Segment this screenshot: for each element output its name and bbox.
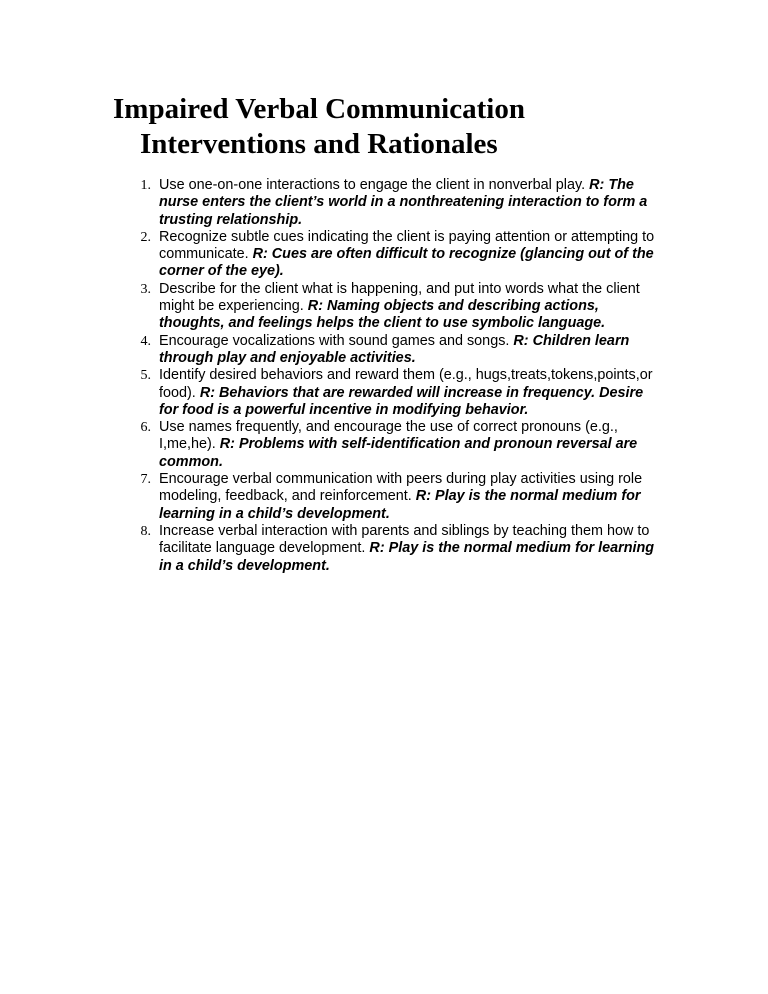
intervention-text: Recognize subtle cues indicating the client is paying attention or attempting to communicate.	[159, 228, 655, 263]
item-number: 6.	[140, 420, 151, 436]
rationale-text: R: Children learn through play and enjoyable activities.	[159, 332, 630, 366]
rationale-text: R: Play is the normal medium for learning in a child’s development.	[159, 488, 641, 522]
intervention-text: Use one-on-one interactions to engage the client in nonverbal play.	[159, 177, 590, 193]
interventions-list	[133, 177, 663, 575]
item-number: 2.	[140, 229, 151, 245]
rationale-text: R: Problems with self-identification and pronoun reversal are common.	[159, 436, 638, 470]
intervention-text: Encourage verbal communication with peers during play activities using role modeling, feedback, and reinforcement.	[159, 471, 643, 505]
item-number: 1.	[140, 178, 151, 193]
rationale-text: R: Play is the normal medium for learning in a child’s development.	[159, 540, 655, 574]
title-line-1: Impaired Verbal Communication	[113, 93, 525, 125]
list-item	[133, 333, 663, 368]
intervention-text: Increase verbal interaction with parents and siblings by teaching them how to facilitate language development.	[159, 522, 650, 557]
intervention-text: Identify desired behaviors and reward them (e.g., hugs,treats,tokens,points,or food).	[159, 367, 653, 401]
intervention-text: Use names frequently, and encourage the use of correct pronouns (e.g., I,me,he).	[159, 419, 618, 453]
title-line-2: Interventions and Rationales	[140, 128, 498, 160]
item-number: 8.	[140, 523, 151, 539]
page-title	[113, 92, 673, 162]
item-number: 5.	[140, 368, 151, 384]
intervention-text: Describe for the client what is happening, and put into words what the client might be experiencing.	[159, 280, 640, 315]
rationale-text: R: Behaviors that are rewarded will increase in frequency. Desire for food is a powerful incentive in modifying behavior.	[159, 384, 644, 418]
rationale-text: R: Naming objects and describing actions, thoughts, and feelings helps the client to use symbolic language.	[159, 298, 606, 332]
list-item	[133, 471, 663, 523]
list-item	[133, 281, 663, 333]
rationale-text: R: Cues are often difficult to recognize (glancing out of the corner of the eye).	[159, 246, 654, 280]
item-number: 4.	[140, 333, 151, 349]
list-item	[133, 177, 663, 229]
list-item	[133, 229, 663, 281]
item-number: 7.	[140, 472, 151, 488]
item-number: 3.	[140, 281, 151, 297]
list-item	[133, 367, 663, 419]
rationale-text: R: The nurse enters the client’s world in a nonthreatening interaction to form a trusting relationship.	[159, 177, 648, 228]
list-item	[133, 523, 663, 575]
intervention-text: Encourage vocalizations with sound games and songs.	[159, 332, 514, 349]
list-item	[133, 419, 663, 471]
